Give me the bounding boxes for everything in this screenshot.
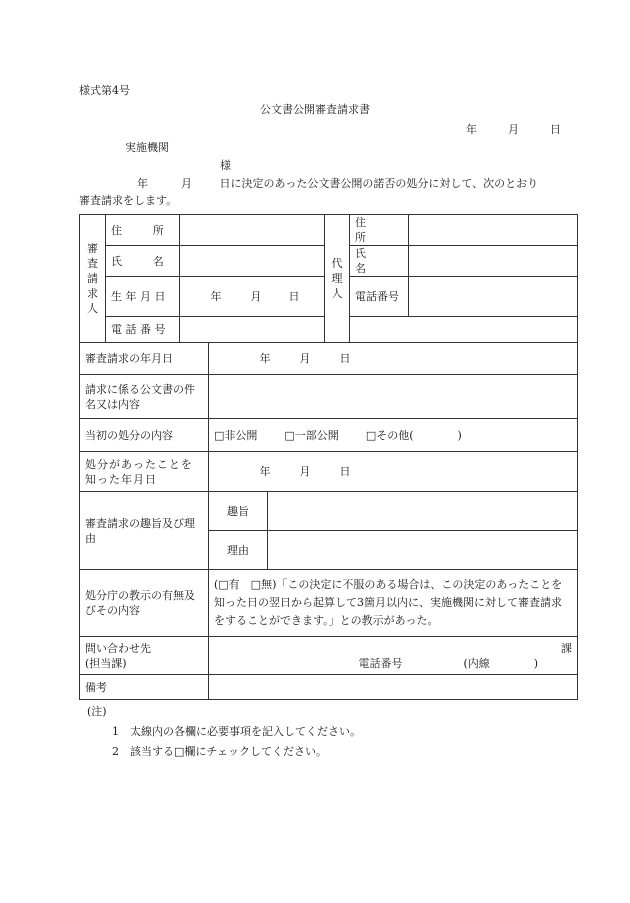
agent-phone-label: 電話番号 <box>350 277 409 317</box>
honorific: 様 <box>220 159 231 172</box>
initial-disposal-options <box>209 419 578 452</box>
purpose-reason-label: 審査請求の趣旨及び理由 <box>80 492 209 570</box>
instruction-text: (□有 □無)「この決定に不服のある場合は、この決定のあったことを知った日の翌日から起算して3箇月以内に、実施機関に対して審査請求をすることができます。」との教示があった。 <box>209 570 578 637</box>
note-item-1: 1 太線内の各欄に必要事項を記入してください。 <box>112 725 361 738</box>
purpose-sublabel: 趣旨 <box>209 492 268 531</box>
requester-address-label: 住 所 <box>106 215 180 246</box>
document-subject-field[interactable] <box>209 375 578 419</box>
document-subject-label: 請求に係る公文書の件名又は内容 <box>80 375 209 419</box>
requester-phone-field[interactable] <box>180 317 325 343</box>
requester-name-label: 氏 名 <box>106 246 180 277</box>
remarks-field[interactable] <box>209 675 578 700</box>
intro-text <box>79 175 551 209</box>
request-month: 月 <box>299 352 311 365</box>
purpose-field[interactable] <box>268 492 578 531</box>
intro-line1: 日に決定のあった公文書公開の諾否の処分に対して、次のとおり <box>219 177 539 190</box>
disposal-day: 日 <box>339 465 351 478</box>
disposal-year: 年 <box>259 465 271 478</box>
contact-field[interactable] <box>209 637 578 675</box>
disposal-month: 月 <box>299 465 311 478</box>
agent-phone-field[interactable] <box>409 277 578 317</box>
reason-sublabel: 理由 <box>209 531 268 570</box>
contact-phone-line <box>214 656 572 671</box>
submission-date <box>466 121 561 137</box>
notes-heading: (注) <box>87 705 107 718</box>
request-form-table <box>79 214 578 700</box>
birth-year: 年 <box>210 290 222 303</box>
request-date-label: 審査請求の年月日 <box>80 343 209 375</box>
requester-birthdate-field[interactable] <box>180 277 325 317</box>
remarks-label: 備考 <box>80 675 209 700</box>
checkbox-partial[interactable]: □一部公開 <box>284 428 339 442</box>
request-day: 日 <box>339 352 351 365</box>
request-year: 年 <box>259 352 271 365</box>
reason-field[interactable] <box>268 531 578 570</box>
intro-year: 年 <box>137 177 148 190</box>
document-title: 公文書公開審査請求書 <box>260 103 370 116</box>
note-item-2: 2 該当する□欄にチェックしてください。 <box>112 745 328 758</box>
notes <box>79 702 361 762</box>
intro-line2: 審査請求をします。 <box>79 194 178 207</box>
date-year: 年 <box>466 123 477 136</box>
birth-day: 日 <box>288 290 300 303</box>
date-month: 月 <box>508 123 519 136</box>
requester-group-label: 審 査 請 求 人 <box>80 215 106 343</box>
contact-ext: (内線 ) <box>463 656 539 670</box>
agent-blank-cell <box>350 317 578 343</box>
requester-phone-label: 電 話 番 号 <box>106 317 180 343</box>
agent-group-label: 代 理 人 <box>325 215 350 343</box>
intro-month: 月 <box>181 177 192 190</box>
disposal-known-date-field[interactable] <box>209 452 578 492</box>
agent-name-label: 氏 名 <box>350 246 409 277</box>
contact-label: 問い合わせ先 (担当課) <box>80 637 209 675</box>
birth-month: 月 <box>250 290 262 303</box>
agent-address-field[interactable] <box>409 215 578 246</box>
disposal-known-date-label: 処分があったことを知った年月日 <box>80 452 209 492</box>
checkbox-other[interactable]: □その他( ) <box>365 428 462 442</box>
requester-birthdate-label: 生 年 月 日 <box>106 277 180 317</box>
date-day: 日 <box>550 123 561 136</box>
requester-name-field[interactable] <box>180 246 325 277</box>
addressee: 実施機関 <box>125 141 169 154</box>
initial-disposal-label: 当初の処分の内容 <box>80 419 209 452</box>
instruction-label: 処分庁の教示の有無及びその内容 <box>80 570 209 637</box>
agent-name-field[interactable] <box>409 246 578 277</box>
contact-ka: 課 <box>561 641 572 655</box>
checkbox-private[interactable]: □非公開 <box>214 428 258 442</box>
agent-address-label: 住 所 <box>350 215 409 246</box>
request-date-field[interactable] <box>209 343 578 375</box>
contact-phone-label: 電話番号 <box>358 656 403 670</box>
form-number: 様式第4号 <box>79 84 130 97</box>
requester-address-field[interactable] <box>180 215 325 246</box>
